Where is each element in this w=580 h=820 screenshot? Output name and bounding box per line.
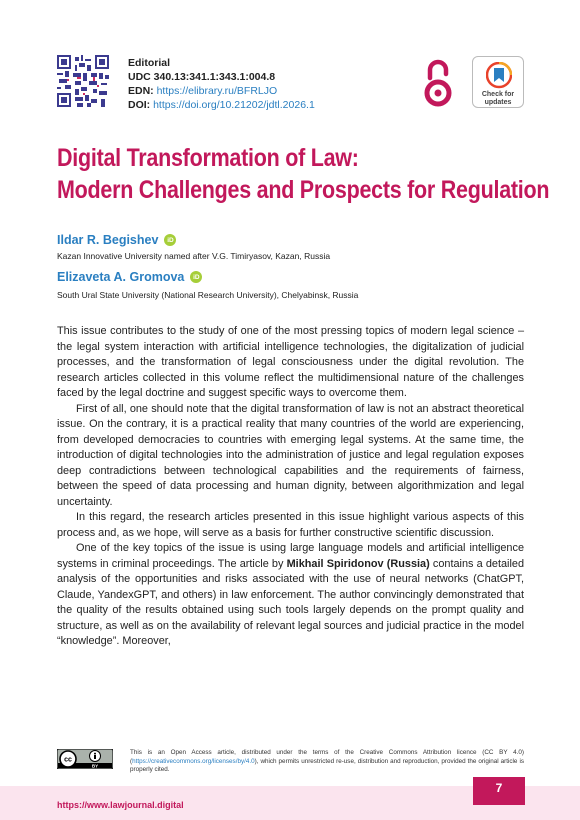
paragraph-3: In this regard, the research articles presented in this issue highlight various aspects of this process and, as we hope, will serve as a basis for further constructive scientific discussion.	[57, 511, 524, 539]
paragraph-1: This issue contributes to the study of one of the most pressing topics of modern legal science – the legal system interaction with artificial intelligence technologies, the digitalization of judicial processes, and the transformation of legal consciousness under the digital revolution. The research articles collected in this volume reflect the multidimensional nature of the challenges faced by the legal doctrine and suggest specific ways to overcome them.	[57, 325, 524, 399]
check-for-updates-badge[interactable]	[472, 56, 524, 108]
page-footer	[0, 781, 580, 820]
edn-line	[128, 84, 315, 98]
qr-code-icon	[57, 55, 109, 107]
edn-link[interactable]: https://elibrary.ru/BFRLJO	[156, 85, 278, 97]
article-title	[57, 142, 550, 206]
author-1	[57, 233, 176, 247]
title-line-1: Digital Transformation of Law:	[57, 144, 359, 172]
cc-by-license-icon[interactable]	[57, 749, 113, 769]
paragraph-4: One of the key topics of the issue is using large language models and artificial intelligence systems in criminal proceedings. The article by Mikhail Spiridonov (Russia) contains a detailed analysis of the opportunities and risks associated with the use of neural networks (ChatGPT, Claude, YandexGPT, and others) in law enforcement. The author convincingly demonstrated that the quality of the results obtained using such tools largely depends on the prompt quality and structure, as well as on the availability of relevant legal sources and judicial practice in the model “knowledge”. Moreover,	[57, 542, 524, 647]
orcid-icon[interactable]: iD	[164, 234, 176, 246]
cc-label: cc	[64, 756, 72, 764]
open-access-icon	[424, 58, 452, 108]
edn-label: EDN:	[128, 85, 154, 97]
author-2-affiliation: South Ural State University (National Research University), Chelyabinsk, Russia	[57, 290, 359, 300]
by-label: BY	[91, 763, 99, 769]
author-2	[57, 270, 202, 284]
article-meta	[128, 56, 315, 112]
license-link[interactable]: https://creativecommons.org/licenses/by/4.0	[132, 757, 255, 765]
journal-url-link[interactable]: https://www.lawjournal.digital	[57, 800, 184, 810]
author-1-affiliation: Kazan Innovative University named after V.G. Timiryasov, Kazan, Russia	[57, 251, 331, 261]
license-text: This is an Open Access article, distributed under the terms of the Creative Commons Attribution licence (CC BY 4.0) (https://creativecommons.org/licenses/by/4.0), which permits unrestricted re-use, distribution and reproduction, provided the original article is properly cited.	[130, 749, 524, 773]
bookmark-ribbon-icon	[486, 62, 512, 90]
check-for-updates-label: Check for updates	[481, 91, 515, 106]
author-1-name[interactable]: Ildar R. Begishev	[57, 233, 159, 247]
doi-label: DOI:	[128, 99, 151, 111]
page-number: 7	[473, 777, 525, 805]
paragraph-2: First of all, one should note that the digital transformation of law is not an abstract theoretical issue. On the contrary, it is a practical reality that many countries of the world are experiencing, from developed democracies to countries with emerging legal systems. At the same time, the introduction of digital technologies into the administration of justice and legal regulation exposes deep contradictions between technological capabilities and the requirements of fairness, between the speed of data processing and human dignity, between algorithmization and legal uncertainty.	[57, 402, 524, 508]
article-body	[57, 324, 524, 650]
doi-line	[128, 98, 315, 112]
doi-link[interactable]: https://doi.org/10.21202/jdtl.2026.1	[153, 99, 315, 111]
orcid-icon[interactable]: iD	[190, 271, 202, 283]
title-line-2: Modern Challenges and Prospects for Regulation	[57, 176, 550, 204]
section-label: Editorial	[128, 57, 171, 69]
author-highlight: Mikhail Spiridonov (Russia)	[286, 557, 430, 570]
author-2-name[interactable]: Elizaveta A. Gromova	[57, 270, 185, 284]
udc-code: UDC 340.13:341.1:343.1:004.8	[128, 71, 276, 83]
